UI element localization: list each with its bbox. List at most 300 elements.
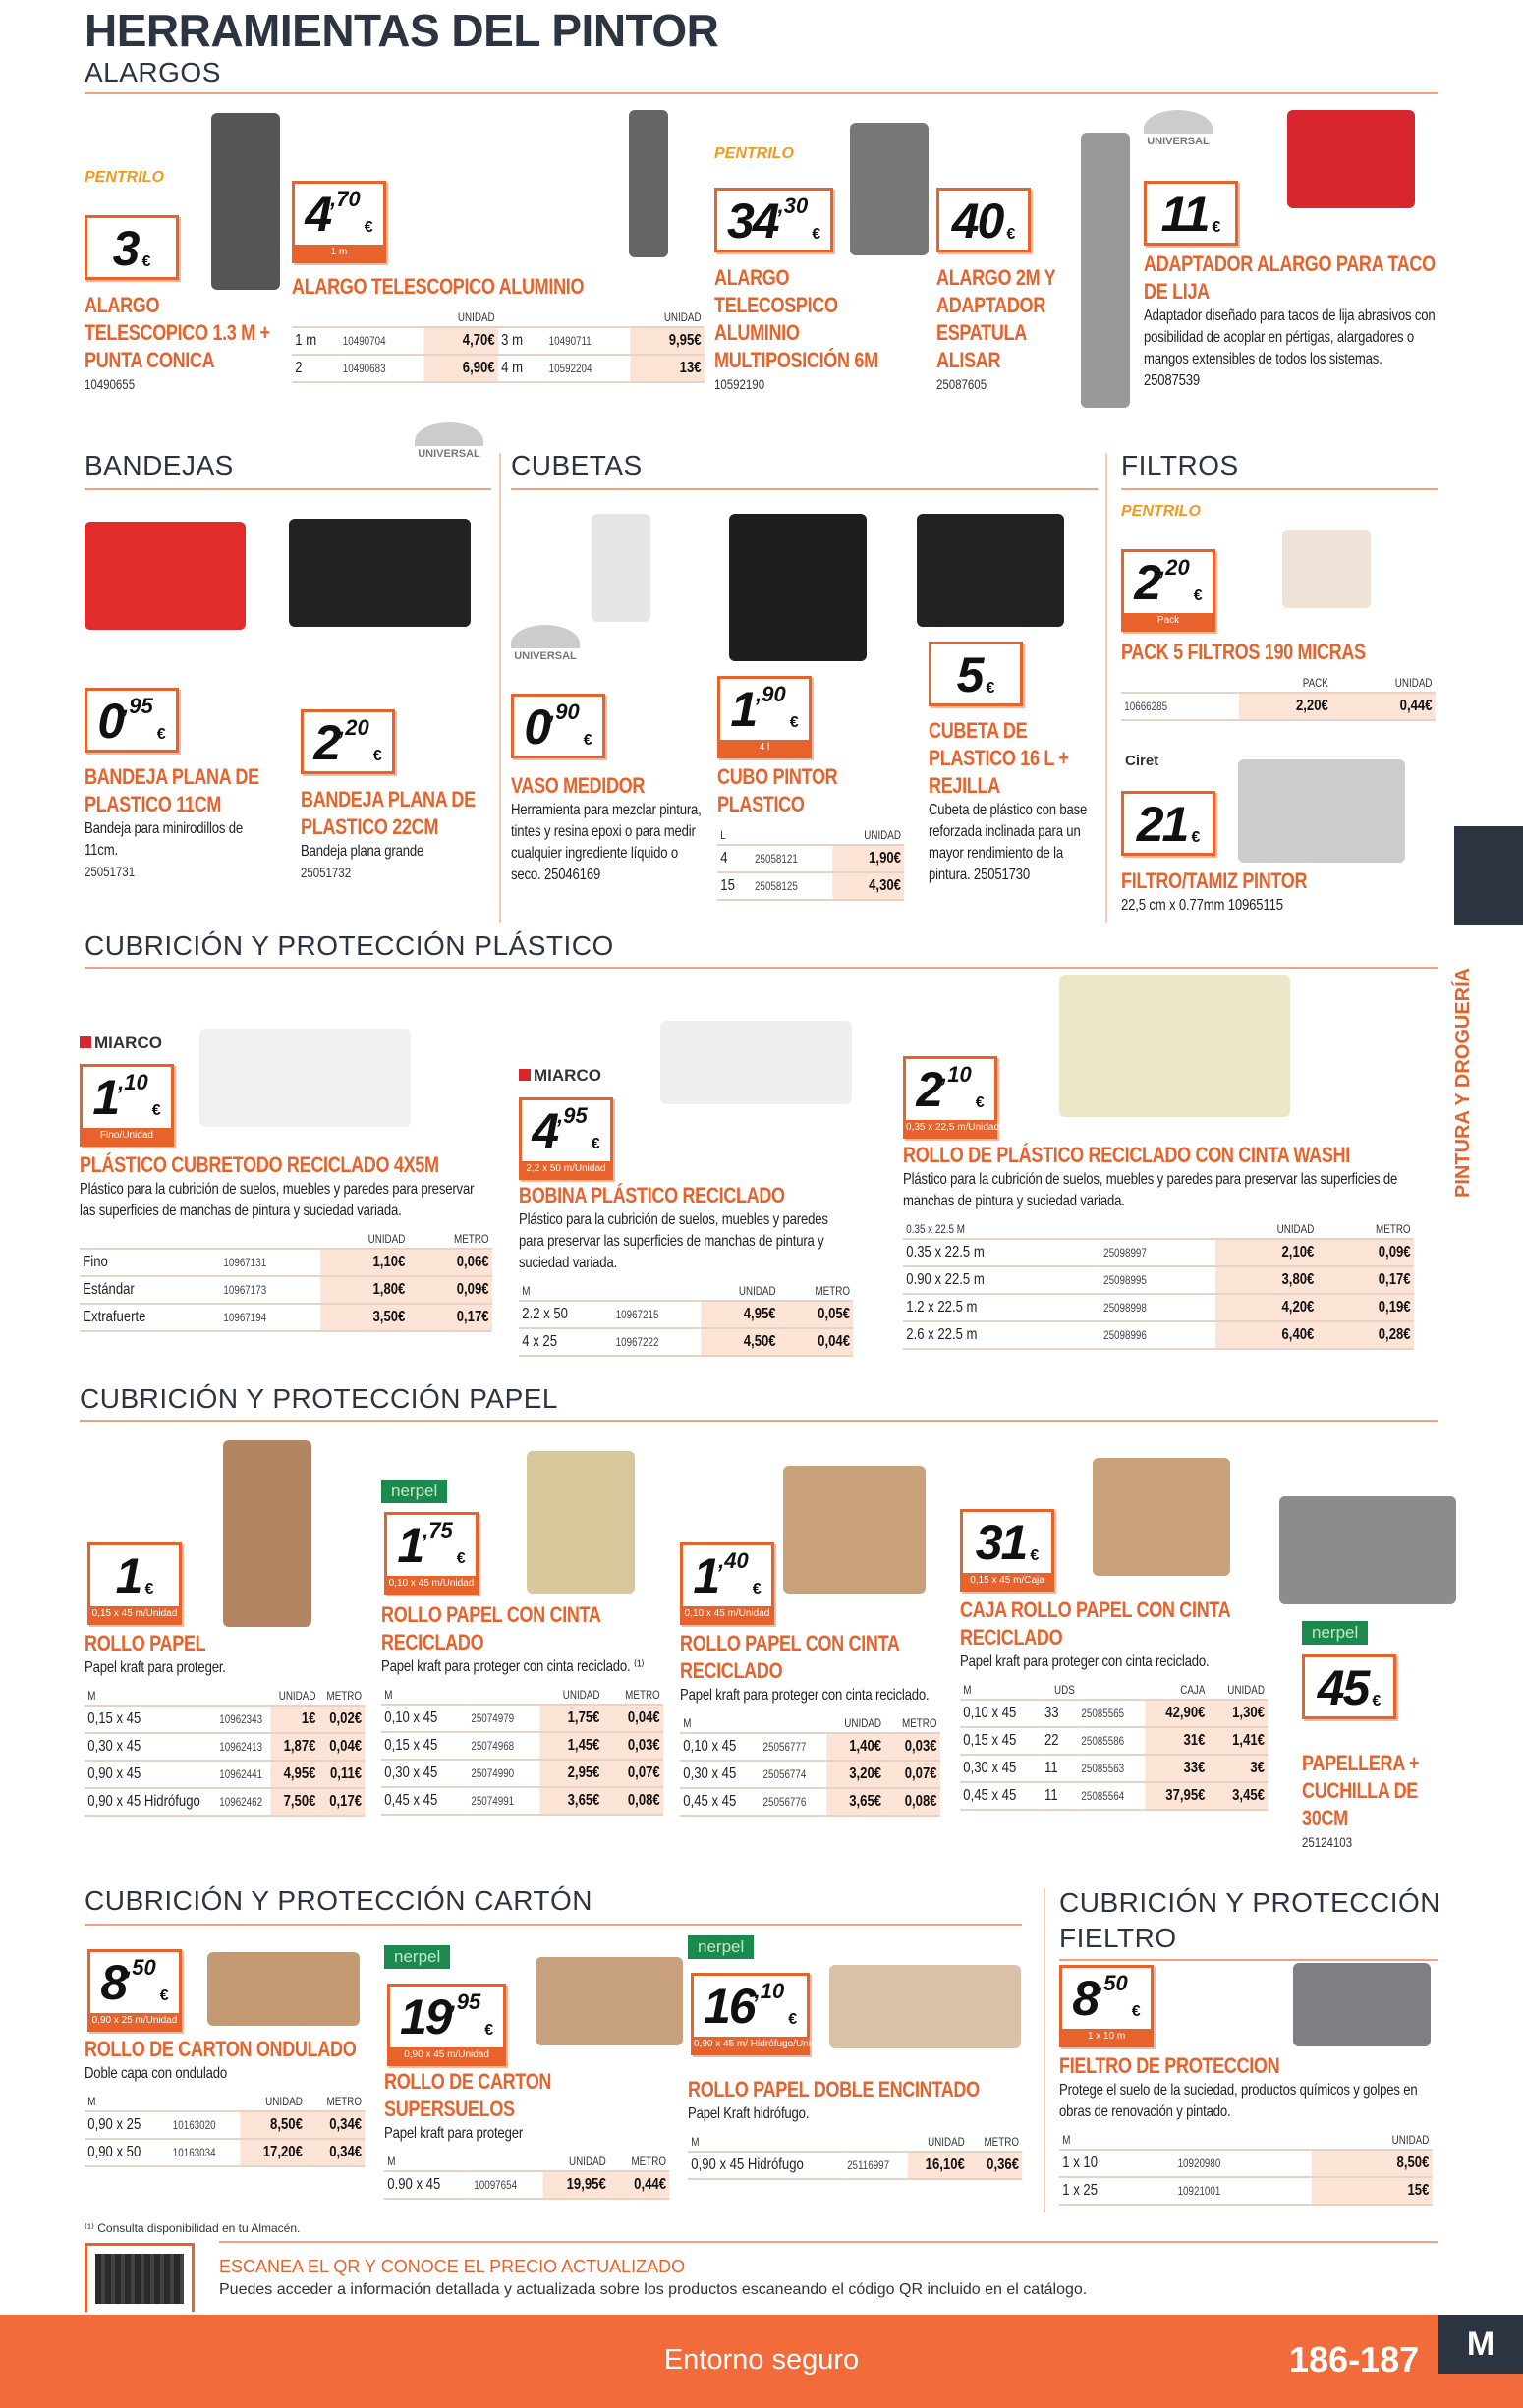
column-header xyxy=(471,2153,542,2171)
currency-symbol: € xyxy=(788,2011,798,2028)
currency-symbol: € xyxy=(151,1102,161,1119)
product-name[interactable]: ROLLO PAPEL CON CINTA RECICLADO xyxy=(680,1631,899,1683)
product-image[interactable] xyxy=(207,1952,360,2026)
currency-symbol: € xyxy=(484,2022,494,2039)
column-header: METRO xyxy=(319,1687,366,1706)
product-name[interactable]: ROLLO PAPEL DOBLE ENCINTADO xyxy=(688,2077,980,2101)
product-name[interactable]: ALARGO TELESCOPICO ALUMINIO xyxy=(292,274,585,299)
product-code: 10490655 xyxy=(85,376,136,392)
price-table xyxy=(85,2093,365,2167)
divider xyxy=(219,2241,1438,2243)
code-cell: 10962441 xyxy=(216,1761,271,1788)
code-cell: 10962413 xyxy=(216,1733,271,1761)
product-image[interactable] xyxy=(783,1466,926,1594)
brand-logo: nerpel xyxy=(381,1480,447,1503)
price-tag xyxy=(301,709,395,774)
price-cell: 2,10€ xyxy=(1215,1239,1317,1266)
table-row xyxy=(384,2171,669,2199)
table-row xyxy=(85,1788,365,1816)
product-info xyxy=(960,1596,1268,1811)
currency-symbol: € xyxy=(789,714,799,731)
column-header: UNIDAD xyxy=(1312,2131,1433,2150)
price-cell: 0,36€ xyxy=(968,2152,1022,2179)
price-cell: 31€ xyxy=(1146,1727,1209,1755)
price-tag xyxy=(87,1542,182,1625)
price-cell: 16,10€ xyxy=(908,2152,968,2179)
price-integer: 1 xyxy=(693,1548,719,1603)
product-image[interactable] xyxy=(1081,133,1130,408)
footer-label: Entorno seguro xyxy=(663,2344,860,2376)
price-cell: 2,20€ xyxy=(1239,693,1331,720)
product-name[interactable]: ROLLO DE CARTON ONDULADO xyxy=(85,2037,357,2061)
code-cell: 25098997 xyxy=(1100,1239,1215,1266)
product-image[interactable] xyxy=(211,113,280,290)
product-name[interactable]: ALARGO TELESCOPICO 1.3 M + PUNTA CONICA xyxy=(85,293,270,372)
qr-code[interactable] xyxy=(85,2243,195,2312)
price-integer: 21 xyxy=(1136,797,1188,852)
size-cell: 15 xyxy=(717,872,752,900)
price-cell: 0,28€ xyxy=(1318,1321,1414,1349)
size-cell: Fino xyxy=(80,1249,220,1276)
price-cell: 1,80€ xyxy=(320,1276,409,1304)
product-name[interactable]: CAJA ROLLO PAPEL CON CINTA RECICLADO xyxy=(960,1597,1230,1650)
column-header: METRO xyxy=(779,1282,853,1301)
price-cell: 0,19€ xyxy=(1318,1294,1414,1321)
price-unit: 0,15 x 45 m/Unidad xyxy=(90,1606,179,1622)
product-image[interactable] xyxy=(223,1440,311,1627)
product-name[interactable]: CUBETA DE PLASTICO 16 L + REJILLA xyxy=(929,718,1069,798)
product-info xyxy=(1059,2052,1433,2206)
product-name[interactable]: ROLLO PAPEL xyxy=(85,1631,206,1655)
price-cents: ,75 xyxy=(423,1518,453,1542)
price-tag xyxy=(384,1512,479,1595)
price-cents: ,50 xyxy=(126,1955,156,1980)
code-cell: 25098996 xyxy=(1100,1321,1215,1349)
table-row xyxy=(1059,2177,1433,2205)
product-info xyxy=(384,2068,669,2200)
product-description: Papel kraft para proteger con cinta reciclado. ⁽¹⁾ xyxy=(381,1658,645,1675)
price-cell: 0,17€ xyxy=(319,1788,366,1816)
price-cents: ,95 xyxy=(123,694,153,718)
brand-logo: PENTRILO xyxy=(1121,503,1201,520)
currency-symbol: € xyxy=(752,1581,762,1597)
table-header xyxy=(80,1230,492,1249)
size-cell: 2.6 x 22.5 m xyxy=(903,1321,1100,1349)
column-header xyxy=(216,1687,271,1706)
price-unit: 1 m xyxy=(295,245,383,260)
price-cell: 1,40€ xyxy=(826,1733,884,1761)
price-tag xyxy=(929,642,1023,706)
price-cell: 15€ xyxy=(1312,2177,1433,2205)
qr-pattern xyxy=(95,2254,184,2304)
size-cell: 0,30 x 45 xyxy=(680,1761,760,1788)
price-integer: 40 xyxy=(951,194,1003,249)
size-cell: 0,45 x 45 xyxy=(381,1787,468,1815)
product-image[interactable] xyxy=(85,522,246,630)
size-cell: 2 xyxy=(292,355,339,382)
product-description: Papel Kraft hidrófugo. xyxy=(688,2105,810,2122)
product-image[interactable] xyxy=(917,514,1064,627)
size-cell: Estándar xyxy=(80,1276,220,1304)
product-info xyxy=(680,1630,940,1817)
column-header xyxy=(1121,674,1239,693)
table-row xyxy=(519,1328,853,1356)
price-unit: 1 x 10 m xyxy=(1062,2029,1151,2044)
price-cell: 6,90€ xyxy=(423,355,498,382)
section-cubetas: CUBETAS xyxy=(511,450,643,480)
column-header xyxy=(612,1282,701,1301)
section-plastico: CUBRICIÓN Y PROTECCIÓN PLÁSTICO xyxy=(85,930,614,961)
code-cell: 10967215 xyxy=(612,1301,701,1328)
column-header xyxy=(292,308,339,327)
product-description: Plástico para la cubrición de suelos, muebles y paredes para preservar las superficies de manchas de pintura y suciedad variada. xyxy=(80,1181,475,1219)
brand-logo: nerpel xyxy=(384,1945,450,1969)
table-header xyxy=(717,826,904,845)
price-tag xyxy=(691,1973,827,2055)
section-bandejas: BANDEJAS xyxy=(85,450,234,480)
size-cell: 4 m xyxy=(498,355,545,382)
price-tag xyxy=(717,676,812,758)
product-image[interactable] xyxy=(660,1021,852,1104)
column-header: 0.35 x 22.5 M xyxy=(903,1220,1100,1239)
column-header: M xyxy=(381,1686,468,1705)
product-info xyxy=(688,2076,1022,2180)
table-row xyxy=(85,1761,365,1788)
price-unit: 4 l xyxy=(720,740,809,756)
table-header xyxy=(85,1687,365,1706)
product-image[interactable] xyxy=(1293,1963,1431,2046)
brand-logo: M xyxy=(1438,2315,1523,2374)
price-cell: 1,75€ xyxy=(539,1705,602,1732)
product-image[interactable] xyxy=(829,1965,1021,2048)
price-integer: 2 xyxy=(1134,555,1160,610)
price-tag xyxy=(1121,791,1215,856)
product-name[interactable]: PACK 5 FILTROS 190 MICRAS xyxy=(1121,640,1366,664)
code-cell: 25058121 xyxy=(752,845,833,872)
table-row xyxy=(903,1294,1414,1321)
table-row xyxy=(80,1304,492,1331)
price-integer: 4 xyxy=(532,1103,558,1158)
price-cell: 0,04€ xyxy=(319,1733,366,1761)
table-row xyxy=(903,1239,1414,1266)
price-tag xyxy=(960,1509,1054,1592)
column-header: M xyxy=(680,1714,760,1733)
product-image[interactable] xyxy=(1093,1458,1230,1576)
column-header xyxy=(844,2133,908,2152)
column-header: METRO xyxy=(603,1686,663,1705)
product-name[interactable]: BOBINA PLÁSTICO RECICLADO xyxy=(519,1183,785,1207)
code-cell: 25085586 xyxy=(1078,1727,1146,1755)
table-header xyxy=(519,1282,853,1301)
currency-symbol: € xyxy=(975,1094,985,1111)
price-cents: ,90 xyxy=(549,700,580,724)
size-cell: 0,10 x 45 xyxy=(680,1733,760,1761)
product-name[interactable]: FIELTRO DE PROTECCION xyxy=(1059,2053,1280,2078)
qr-title: ESCANEA EL QR Y CONOCE EL PRECIO ACTUALIZADO xyxy=(219,2257,686,2276)
price-cell: 42,90€ xyxy=(1146,1700,1209,1727)
column-header: M xyxy=(384,2153,471,2171)
code-cell: 25116997 xyxy=(844,2152,908,2179)
column-header xyxy=(468,1686,539,1705)
brand-logo: nerpel xyxy=(1302,1621,1368,1645)
product-description: Bandeja plana grande xyxy=(301,843,424,860)
code-cell: 10490683 xyxy=(339,355,423,382)
price-table xyxy=(688,2133,1022,2180)
product-name[interactable]: ADAPTADOR ALARGO PARA TACO DE LIJA xyxy=(1144,252,1436,304)
code-cell: 25098998 xyxy=(1100,1294,1215,1321)
product-image[interactable] xyxy=(1059,975,1290,1117)
price-tag xyxy=(1144,181,1238,246)
product-name[interactable]: ROLLO DE PLÁSTICO RECICLADO CON CINTA WASHI xyxy=(903,1143,1350,1167)
code-cell: 25085563 xyxy=(1078,1755,1146,1782)
code-cell: 25074968 xyxy=(468,1732,539,1760)
code-cell: 10490704 xyxy=(339,327,423,355)
product-info xyxy=(1121,868,1436,917)
price-cell: 0,44€ xyxy=(609,2171,669,2199)
size-cell: 1.2 x 22.5 m xyxy=(903,1294,1100,1321)
currency-symbol: € xyxy=(1193,588,1203,604)
price-cents: ,95 xyxy=(450,1989,481,2014)
size-cell: 0,30 x 45 xyxy=(960,1755,1042,1782)
column-header xyxy=(545,308,630,327)
price-cell: 0,09€ xyxy=(409,1276,492,1304)
code-cell: 25058125 xyxy=(752,872,833,900)
product-image[interactable] xyxy=(536,1957,683,2045)
price-table xyxy=(519,1282,853,1357)
currency-symbol: € xyxy=(583,732,592,749)
column-header: UNIDAD xyxy=(908,2133,968,2152)
product-info xyxy=(929,717,1096,886)
size-cell: 33 xyxy=(1042,1700,1078,1727)
product-description: Bandeja para minirodillos de 11cm. xyxy=(85,820,243,859)
product-image[interactable] xyxy=(1279,1496,1456,1604)
price-integer: 11 xyxy=(1160,187,1209,242)
price-cell: 0,03€ xyxy=(603,1732,663,1760)
price-cell: 1,10€ xyxy=(320,1249,409,1276)
product-image[interactable] xyxy=(850,123,929,255)
price-cents: ,95 xyxy=(557,1103,588,1128)
code-cell: 10490711 xyxy=(545,327,630,355)
currency-symbol: € xyxy=(156,726,166,743)
price-unit: 0,10 x 45 m/Unidad xyxy=(387,1576,476,1592)
section-filtros: FILTROS xyxy=(1121,450,1239,480)
product-code: 25124103 xyxy=(1302,1834,1353,1850)
qr-text: Puedes acceder a información detallada y actualizada sobre los productos escaneando el código QR incluido en el catálogo. xyxy=(219,2281,1088,2298)
product-code: 10592190 xyxy=(714,376,765,392)
code-cell: 10592204 xyxy=(545,355,630,382)
table-header xyxy=(292,308,705,327)
product-name[interactable]: BANDEJA PLANA DE PLASTICO 11CM xyxy=(85,764,259,816)
size-cell: 11 xyxy=(1042,1782,1078,1810)
product-name[interactable]: PAPELLERA + CUCHILLA DE 30CM xyxy=(1302,1751,1420,1830)
price-integer: 34 xyxy=(727,194,778,249)
price-tag xyxy=(1059,1965,1154,2047)
product-image[interactable] xyxy=(527,1451,635,1594)
price-cell: 13€ xyxy=(630,355,705,382)
brand-logo: MIARCO xyxy=(519,1066,601,1086)
size-cell: 0,45 x 45 xyxy=(680,1788,760,1816)
table-row xyxy=(292,327,705,355)
price-cents: ,70 xyxy=(330,187,361,211)
divider xyxy=(511,488,1098,490)
currency-symbol: € xyxy=(1030,1547,1040,1564)
size-cell: 0,15 x 45 xyxy=(85,1706,216,1733)
section-fieltro: CUBRICIÓN Y PROTECCIÓN FIELTRO xyxy=(1059,1887,1441,1953)
size-cell: 0,15 x 45 xyxy=(381,1732,468,1760)
price-integer: 1 xyxy=(730,682,757,737)
size-cell: 0,90 x 25 xyxy=(85,2111,170,2139)
table-header xyxy=(903,1220,1414,1239)
product-name[interactable]: BANDEJA PLANA DE PLASTICO 22CM xyxy=(301,787,476,839)
table-row xyxy=(381,1732,663,1760)
price-cell: 0,17€ xyxy=(1318,1266,1414,1294)
code-cell: 25074990 xyxy=(468,1760,539,1787)
price-integer: 0 xyxy=(97,694,124,749)
table-row xyxy=(85,1733,365,1761)
column-header: M xyxy=(85,1687,216,1706)
table-header xyxy=(381,1686,663,1705)
price-tag xyxy=(519,1097,613,1180)
price-tag xyxy=(680,1542,774,1625)
side-category-label: PINTURA Y DROGUERÍA xyxy=(1452,967,1474,1198)
table-row xyxy=(85,1706,365,1733)
table-row xyxy=(85,2111,365,2139)
brand-logo: Ciret xyxy=(1125,753,1159,769)
code-cell: 10967194 xyxy=(220,1304,320,1331)
product-image[interactable] xyxy=(289,519,471,627)
column-header xyxy=(1078,1681,1146,1700)
price-cents: ,10 xyxy=(754,1979,785,2003)
product-image[interactable] xyxy=(629,110,668,257)
product-name[interactable]: ROLLO PAPEL CON CINTA RECICLADO xyxy=(381,1602,600,1654)
product-image[interactable] xyxy=(592,514,650,622)
price-cell: 4,20€ xyxy=(1215,1294,1317,1321)
price-cents: ,50 xyxy=(1098,1971,1128,1995)
currency-symbol: € xyxy=(141,253,151,270)
column-header: CAJA xyxy=(1146,1681,1209,1700)
price-tag xyxy=(903,1056,1000,1139)
price-unit: 0,90 x 45 m/Unidad xyxy=(390,2047,503,2063)
brand-logo: PENTRILO xyxy=(85,169,164,186)
product-info xyxy=(292,273,705,383)
column-header: M xyxy=(519,1282,612,1301)
table-row xyxy=(680,1733,940,1761)
divider xyxy=(1121,488,1438,490)
size-cell: 1 x 10 xyxy=(1059,2150,1174,2177)
product-description: Papel kraft para proteger xyxy=(384,2125,524,2142)
column-header: METRO xyxy=(609,2153,669,2171)
column-header xyxy=(80,1230,220,1249)
divider xyxy=(499,453,501,923)
price-cents: ,20 xyxy=(1159,555,1190,580)
price-cell: 19,95€ xyxy=(542,2171,609,2199)
price-cell: 0,44€ xyxy=(1331,693,1436,720)
product-image[interactable] xyxy=(1287,110,1415,208)
column-header: UNIDAD xyxy=(423,308,498,327)
product-image[interactable] xyxy=(729,514,867,661)
price-unit: 0,10 x 45 m/Unidad xyxy=(683,1606,771,1622)
size-cell: 0.90 x 22.5 m xyxy=(903,1266,1100,1294)
price-cell: 1,45€ xyxy=(539,1732,602,1760)
price-cell: 8,50€ xyxy=(240,2111,306,2139)
size-cell: 1 x 25 xyxy=(1059,2177,1174,2205)
table-row xyxy=(1059,2150,1433,2177)
price-cell: 0,05€ xyxy=(779,1301,853,1328)
price-cell: 4,95€ xyxy=(271,1761,319,1788)
price-cell: 17,20€ xyxy=(240,2139,306,2166)
product-description: Cubeta de plástico con base reforzada inclinada para un mayor rendimiento de la pintura. 25051730 xyxy=(929,802,1088,883)
product-image[interactable] xyxy=(199,1029,411,1127)
product-name[interactable]: VASO MEDIDOR xyxy=(511,773,646,798)
currency-symbol: € xyxy=(1372,1693,1382,1709)
price-integer: 0 xyxy=(524,700,550,755)
side-tab[interactable] xyxy=(1454,826,1523,925)
code-cell: 10163034 xyxy=(170,2139,241,2166)
price-tag xyxy=(292,181,386,263)
price-table xyxy=(1059,2131,1433,2206)
table-row xyxy=(903,1266,1414,1294)
currency-symbol: € xyxy=(986,680,995,697)
product-name[interactable]: CUBO PINTOR PLASTICO xyxy=(717,764,838,816)
price-cell: 33€ xyxy=(1146,1755,1209,1782)
product-name[interactable]: FILTRO/TAMIZ PINTOR xyxy=(1121,868,1308,893)
divider xyxy=(85,488,491,490)
column-header: METRO xyxy=(306,2093,365,2111)
size-cell: 11 xyxy=(1042,1755,1078,1782)
column-header xyxy=(339,308,423,327)
table-row xyxy=(381,1760,663,1787)
table-row xyxy=(80,1276,492,1304)
product-name[interactable]: ROLLO DE CARTON SUPERSUELOS xyxy=(384,2069,552,2121)
column-header: UNIDAD xyxy=(542,2153,609,2171)
divider xyxy=(85,967,1438,969)
code-cell: 25056777 xyxy=(760,1733,826,1761)
code-cell: 10962343 xyxy=(216,1706,271,1733)
product-code: 25051732 xyxy=(301,865,352,880)
product-name[interactable]: PLÁSTICO CUBRETODO RECICLADO 4X5M xyxy=(80,1152,439,1177)
price-cents: ,20 xyxy=(339,715,369,740)
size-cell: 1 m xyxy=(292,327,339,355)
column-header: METRO xyxy=(968,2133,1022,2152)
price-unit: Fino/Unidad xyxy=(83,1128,171,1144)
product-name[interactable]: ALARGO TELECOSPICO ALUMINIO MULTIPOSICIÓN 6M xyxy=(714,265,878,372)
price-cell: 0,04€ xyxy=(779,1328,853,1356)
product-info xyxy=(381,1601,663,1816)
size-cell: 0,10 x 45 xyxy=(960,1700,1042,1727)
price-tag xyxy=(387,1984,506,2066)
price-cell: 0,09€ xyxy=(1318,1239,1414,1266)
product-image[interactable] xyxy=(1238,759,1405,863)
table-header xyxy=(680,1714,940,1733)
table-row xyxy=(903,1321,1414,1349)
product-info xyxy=(903,1142,1414,1350)
price-cell: 4,30€ xyxy=(832,872,904,900)
table-row xyxy=(688,2152,1022,2179)
product-image[interactable] xyxy=(1282,530,1371,608)
divider xyxy=(1059,1959,1438,1961)
price-cell: 2,95€ xyxy=(539,1760,602,1787)
size-cell: 0,90 x 45 Hidrófugo xyxy=(85,1788,216,1816)
column-header: METRO xyxy=(1318,1220,1414,1239)
price-table xyxy=(717,826,904,901)
product-name[interactable]: ALARGO 2M Y ADAPTADOR ESPATULA ALISAR xyxy=(936,265,1056,372)
brand-logo: UNIVERSAL xyxy=(415,422,483,460)
price-cell: 3,65€ xyxy=(826,1788,884,1816)
price-cell: 7,50€ xyxy=(271,1788,319,1816)
column-header: UNIDAD xyxy=(832,826,904,845)
size-cell: 0,90 x 45 xyxy=(85,1761,216,1788)
product-code: 25087605 xyxy=(936,376,987,392)
